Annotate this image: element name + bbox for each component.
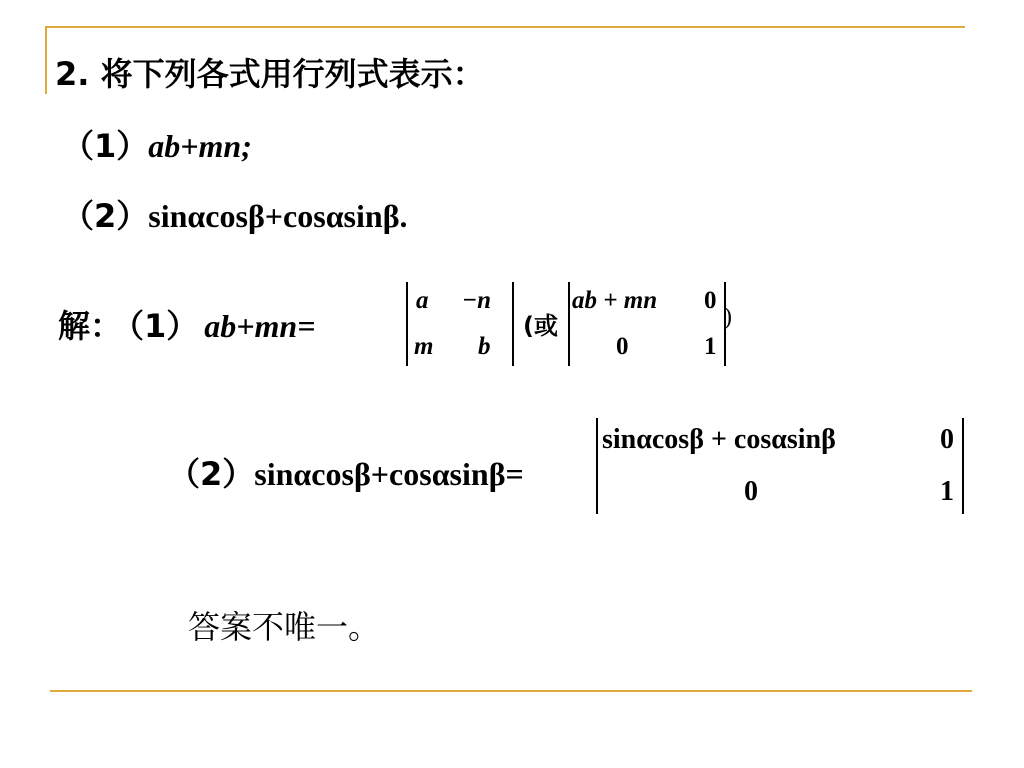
det3-cell-0-b: 0 xyxy=(744,476,758,507)
or-close xyxy=(724,304,732,331)
solution-label: 解： xyxy=(58,307,123,345)
or-open-text: (或 xyxy=(523,312,558,340)
or-close-text: ) xyxy=(724,304,732,330)
bottom-rule xyxy=(50,690,972,692)
solution-part-2 xyxy=(168,455,524,493)
determinant-2 xyxy=(568,282,726,366)
top-rule xyxy=(45,26,965,28)
answer-note-text: 答案不唯一。 xyxy=(188,608,381,646)
item-1 xyxy=(62,127,252,165)
det1-cell-b: b xyxy=(478,333,491,360)
solution-part-2-number: （2） xyxy=(168,455,255,493)
det2-cell-0-a: 0 xyxy=(704,287,717,314)
item-1-number: （1） xyxy=(62,127,149,165)
det1-cell-minus-n: −n xyxy=(462,287,492,314)
determinant-3 xyxy=(596,418,964,514)
problem-title-text: 2. 将下列各式用行列式表示： xyxy=(55,55,485,93)
answer-note xyxy=(188,602,380,648)
item-2-expression: sinαcosβ+cosαsinβ. xyxy=(148,198,408,234)
solution-part-1-number: （1） xyxy=(128,307,199,345)
solution-part-1 xyxy=(58,307,316,345)
det3-cell-1: 1 xyxy=(940,476,954,507)
det1-cell-m: m xyxy=(414,333,434,360)
solution-part-2-lhs: sinαcosβ+cosαsinβ= xyxy=(254,456,524,492)
item-2-number: （2） xyxy=(62,197,149,235)
det3-cell-0-a: 0 xyxy=(940,424,954,455)
solution-part-1-lhs: ab+mn= xyxy=(204,308,316,344)
det2-cell-0-b: 0 xyxy=(616,333,629,360)
problem-title xyxy=(55,55,485,93)
det1-cell-a: a xyxy=(416,287,429,314)
det2-cell-ab-mn: ab + mn xyxy=(572,287,658,314)
determinant-1 xyxy=(406,282,514,366)
left-rule xyxy=(45,26,47,94)
item-2 xyxy=(62,197,408,235)
det2-cell-1: 1 xyxy=(704,333,717,360)
or-open xyxy=(523,306,558,341)
item-1-expression: ab+mn; xyxy=(148,128,252,164)
det3-cell-expr: sinαcosβ + cosαsinβ xyxy=(602,424,836,455)
